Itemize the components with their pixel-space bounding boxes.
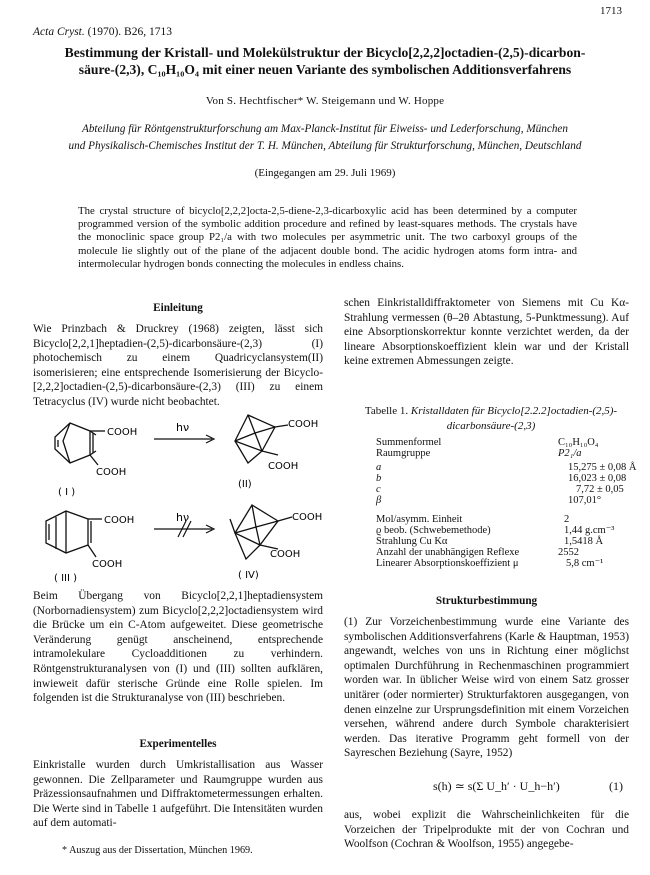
title-line-1: Bestimmung der Kristall- und Molekülstruktur der Bicyclo[2,2,2]octadien-(2,5)-dicarbon- xyxy=(64,45,586,60)
table-row-label: Summenformel xyxy=(376,437,442,448)
table-row-label: c xyxy=(376,484,381,495)
journal-citation xyxy=(33,26,172,38)
footnote: * Auszug aus der Dissertation, München 1969. xyxy=(62,845,253,856)
table-row-label: Strahlung Cu Kα xyxy=(376,536,448,547)
table-row-label: Anzahl der unabhängigen Reflexe xyxy=(376,547,520,558)
table-row-value: 1,44 g.cm⁻³ xyxy=(564,525,615,536)
affiliation-line-1: Abteilung für Röntgenstrukturforschung am Max-Planck-Institut für Eiweiss- und Lederforschung, München xyxy=(82,123,568,135)
received-day: 29. Juli 1969) xyxy=(334,167,396,179)
molecule-I xyxy=(55,423,105,465)
table-row-value: 1,5418 Å xyxy=(564,536,604,547)
molecule-III xyxy=(46,511,102,557)
reaction-scheme xyxy=(30,393,330,583)
cooh-IV-bottom: COOH xyxy=(270,549,301,560)
cooh-III-top: COOH xyxy=(104,515,135,526)
continuation-paragraph: schen Einkristalldiffraktometer von Siemens mit Cu Kα-Strahlung vermessen (θ–2θ Abtastung, 5-Punktmessung). Auf eine Absorptionskorrektur konnte verzichtet werden, da der lineare Absorptionskoeffizient klein war und der Kristall keine extremen Abmessungen zeigte. xyxy=(344,297,629,368)
sayre-equation: s(h) ≃ s(Σ U_h′ · U_h−h′) xyxy=(433,779,560,793)
table-row-label: Linearer Absorptionskoeffizient μ xyxy=(376,558,519,569)
hv-label-1: hν xyxy=(176,421,190,434)
affiliation-line-2: und Physikalisch-Chemisches Institut der T. H. München, Abteilung für Strukturforschung, München, Deutschland xyxy=(68,140,582,152)
transition-paragraph: Beim Übergang von Bicyclo[2,2,1]heptadiensystem (Norbornadiensystem) zum Bicyclo[2,2,2]octadiensystem wird die Brücke um ein C-Atom aufgeweitet. Diese geometrische Veränderung genügt anscheinend, entsprechende intramolekulare Cycloadditionen zu verhindern. Röntgenstrukturanalysen von (I) und (III) sollten aufklären, inwieweit dafür sterische Gründe eine Rolle spielen. Im folgenden ist die Strukturanalyse von (III) beschrieben. xyxy=(33,590,323,705)
cooh-I-top: COOH xyxy=(107,427,138,438)
authors: Von S. Hechtfischer* W. Steigemann und W. Hoppe xyxy=(205,95,445,107)
table-row-label: ϱ beob. (Schwebemethode) xyxy=(376,525,491,536)
cooh-II-top: COOH xyxy=(288,419,319,430)
heading-einleitung: Einleitung xyxy=(153,302,203,314)
label-IV: ( IV) xyxy=(238,570,259,581)
heading-experimentelles: Experimentelles xyxy=(139,738,217,750)
cooh-I-bottom: COOH xyxy=(96,467,127,478)
cooh-IV-top: COOH xyxy=(292,512,323,523)
table-row-value: 16,023 ± 0,08 xyxy=(568,473,627,484)
table-row-value: 2 xyxy=(564,514,570,525)
table-row-label: a xyxy=(376,462,382,473)
cooh-III-bottom: COOH xyxy=(92,559,123,570)
cooh-II-bottom: COOH xyxy=(268,461,299,472)
heading-strukturbestimmung: Strukturbestimmung xyxy=(435,595,538,607)
table-row-value: 7,72 ± 0,05 xyxy=(576,484,624,495)
abstract: The crystal structure of bicyclo[2,2,2]octa-2,5-diene-2,3-dicarboxylic acid has been determined by a computer programmed version of the symbolic addition procedure and refined by least-squares methods. The crystals have the monoclinic space group P2₁/a with two molecules per asymmetric unit. The two carboxyl groups of the molecule lie slightly out of the plane of the adjacent double bond. The acidic hydrogen atoms form intra- and intermolecular hydrogen bonds connecting the molecules in endless chains. xyxy=(78,205,577,270)
table-row-value: 5,8 cm⁻¹ xyxy=(566,558,604,569)
affiliation xyxy=(24,121,626,155)
table-row-value: 107,01° xyxy=(568,495,602,506)
equation-number: (1) xyxy=(609,779,623,793)
article-title xyxy=(20,44,630,78)
title-line-2: säure-(2,3), C₁₀H₁₀O₄ mit einer neuen Variante des symbolischen Additionsverfahrens xyxy=(78,62,572,77)
structure-paragraph: (1) Zur Vorzeichenbestimmung wurde eine Variante des symbolischen Additionsverfahrens (Karle & Hauptman, 1953) angewandt, welches von uns in Richtung einer möglichst optimalen Durchführung in Rechenmaschinen programmiert worden war. In üblicher Weise wird von einem Satz grosser unitärer (oder normierter) Strukturfaktoren ausgegangen, von denen einzelne zur Ursprungsdefinition mit einem Vorzeichen versehen, während andere durch Symbole charakterisiert werden. Das iterative Programm geht formell von der Sayreschen Beziehung (Sayre, 1952) xyxy=(344,616,629,760)
table-caption-text: Kristalldaten für Bicyclo[2.2.2]octadien-(2,5)-dicarbonsäure-(2,3) xyxy=(410,405,618,432)
table-row-label: Mol/asymm. Einheit xyxy=(376,514,463,525)
table-row-value: 2552 xyxy=(558,547,579,558)
table-row-value: C₁₀H₁₀O₄ xyxy=(558,437,599,448)
hv-label-2: hν xyxy=(176,511,190,524)
received-date xyxy=(20,167,630,179)
intro-paragraph: Wie Prinzbach & Druckrey (1968) zeigten, lässt sich Bicyclo[2,2,1]heptadien-(2,5)-dicarbonsäure-(2,3) (I) photochemisch zu einem Quadricyclansystem(II) isomerisieren; eine entsprechende Isomerisierung der Bicyclo-[2,2,2]octadien-(2,5)-dicarbonsäure-(2,3) (III) zu einem Tetracyclus (IV) wurde nicht beobachtet. xyxy=(33,323,323,408)
table-caption-prefix: Tabelle 1. xyxy=(364,405,409,417)
reaction-arrow-1 xyxy=(154,435,214,443)
journal-name: Acta Cryst. xyxy=(33,26,85,38)
experimental-paragraph: Einkristalle wurden durch Umkristallisation aus Wasser gewonnen. Die Zellparameter und Raumgruppe wurden aus Präzessionsaufnahmen und Diffraktometermessungen erhalten. Die Werte sind in Tabelle 1 aufgeführt. Die Intensitäten wurden auf dem automati- xyxy=(33,759,323,830)
after-equation-paragraph: aus, wobei explizit die Wahrscheinlichkeiten für die Vorzeichen der Tripelprodukte mit der von Cochran und Woolfson (Cochran & Woolfson, 1955) angegebe- xyxy=(344,809,629,851)
table-caption xyxy=(346,404,636,434)
label-II: (II) xyxy=(238,479,252,490)
table-row-value: 15,275 ± 0,08 Å xyxy=(568,462,637,473)
page-number: 1713 xyxy=(600,5,622,17)
label-I: ( I ) xyxy=(58,487,76,498)
table-row-label: Raumgruppe xyxy=(376,448,431,459)
molecule-II xyxy=(235,415,288,463)
citation-details: (1970). B26, 1713 xyxy=(87,26,172,38)
received-prefix: (Eingegangen am xyxy=(254,167,332,179)
label-III: ( III ) xyxy=(54,573,78,583)
table-row-label: b xyxy=(376,473,382,484)
table-row-label: β xyxy=(376,495,382,506)
table-row-value: P2₁/a xyxy=(558,448,582,459)
